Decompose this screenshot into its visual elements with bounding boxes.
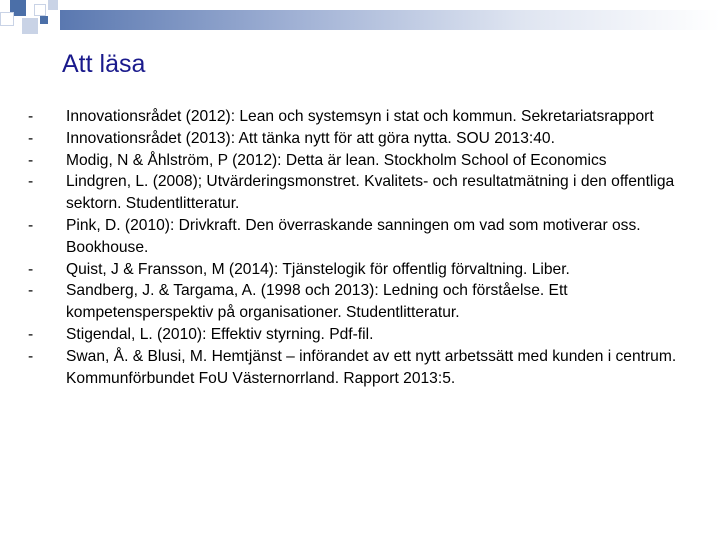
reference-text: Swan, Å. & Blusi, M. Hemtjänst – införandet av ett nytt arbetssätt med kunden i centrum. Kommunförbundet FoU Västernorrland. Rapport 2013:5. [66,347,677,387]
reference-text: Sandberg, J. & Targama, A. (1998 och 2013): Ledning och förståelse. Ett kompetensperspektiv på organisationer. Studentlitteratur. [66,282,568,322]
bullet-dash: - [28,129,34,147]
reference-item [28,106,688,128]
decor-square [0,12,14,26]
bullet-dash: - [28,325,34,343]
reference-list [28,106,688,389]
reference-text: Pink, D. (2010): Drivkraft. Den överraskande sanningen om vad som motiverar oss. Bookhouse. [66,216,641,256]
reference-item [28,150,688,172]
bullet-dash: - [28,260,34,278]
reference-text: Lindgren, L. (2008); Utvärderingsmonstret. Kvalitets- och resultatmätning i den offentliga sektorn. Studentlitteratur. [66,173,675,213]
bullet-dash: - [28,347,34,365]
decor-square [22,18,38,34]
bullet-dash: - [28,173,34,191]
reference-item [28,171,688,215]
reference-item [28,346,688,390]
reference-item [28,128,688,150]
bullet-dash: - [28,151,34,169]
header-gradient-bar [60,10,720,30]
decor-square [34,4,46,16]
reference-text: Innovationsrådet (2013): Att tänka nytt för att göra nytta. SOU 2013:40. [66,129,555,147]
bullet-dash: - [28,216,34,234]
reference-item [28,259,688,281]
bullet-dash: - [28,108,34,125]
reference-item [28,324,688,346]
decor-square [48,0,58,10]
reference-text: Quist, J & Fransson, M (2014): Tjänstelogik för offentlig förvaltning. Liber. [66,260,570,278]
decor-square [40,16,48,24]
reference-text: Innovationsrådet (2012): Lean och systemsyn i stat och kommun. Sekretariatsrapport [66,108,654,125]
bullet-dash: - [28,282,34,300]
reference-item [28,215,688,259]
reference-text: Stigendal, L. (2010): Effektiv styrning. Pdf-fil. [66,325,374,343]
reference-item [28,280,688,324]
slide-title: Att läsa [62,50,146,78]
reference-text: Modig, N & Åhlström, P (2012): Detta är lean. Stockholm School of Economics [66,151,607,169]
